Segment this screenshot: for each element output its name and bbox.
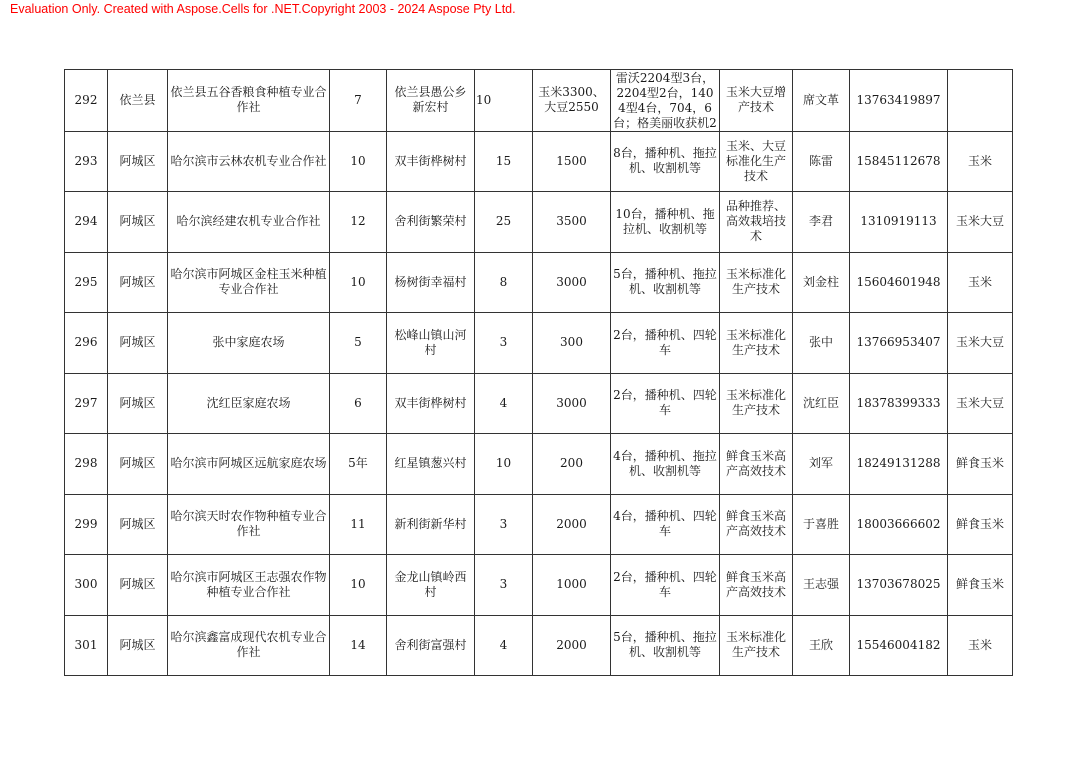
crop-cell: 玉米大豆 (948, 313, 1013, 374)
evaluation-watermark: Evaluation Only. Created with Aspose.Cells for .NET.Copyright 2003 - 2024 Aspose Pty Ltd. (10, 2, 516, 16)
organization-name-cell: 哈尔滨市阿城区王志强农作物种植专业合作社 (168, 555, 330, 616)
crop-cell: 玉米 (948, 615, 1013, 676)
crop-cell: 鲜食玉米 (948, 555, 1013, 616)
members-cell: 10 (330, 131, 387, 192)
technology-cell: 玉米标准化生产技术 (720, 313, 793, 374)
organization-name-cell: 哈尔滨市云林农机专业合作社 (168, 131, 330, 192)
area-cell: 3 (475, 555, 533, 616)
crop-cell: 鲜食玉米 (948, 434, 1013, 495)
area-cell: 10 (475, 434, 533, 495)
area-cell: 25 (475, 192, 533, 253)
output-cell: 3000 (533, 373, 611, 434)
row-number-cell: 297 (65, 373, 108, 434)
table-row (65, 373, 1013, 434)
organization-name-cell: 张中家庭农场 (168, 313, 330, 374)
area-cell: 4 (475, 615, 533, 676)
contact-person-cell: 李君 (793, 192, 850, 253)
machinery-cell: 5台，播种机、拖拉机、收割机等 (611, 252, 720, 313)
output-cell: 1000 (533, 555, 611, 616)
location-cell: 新利街新华村 (387, 494, 475, 555)
organization-name-cell: 哈尔滨经建农机专业合作社 (168, 192, 330, 253)
technology-cell: 玉米标准化生产技术 (720, 252, 793, 313)
machinery-cell: 2台，播种机、四轮车 (611, 555, 720, 616)
phone-cell: 18378399333 (850, 373, 948, 434)
location-cell: 双丰街桦树村 (387, 131, 475, 192)
row-number-cell: 293 (65, 131, 108, 192)
machinery-cell (611, 70, 720, 132)
table-row (65, 615, 1013, 676)
phone-cell: 13703678025 (850, 555, 948, 616)
technology-cell: 玉米标准化生产技术 (720, 373, 793, 434)
contact-person-cell: 张中 (793, 313, 850, 374)
output-cell: 玉米3300、大豆2550 (533, 70, 611, 132)
organization-name-cell: 沈红臣家庭农场 (168, 373, 330, 434)
technology-cell: 鲜食玉米高产高效技术 (720, 434, 793, 495)
phone-cell: 13763419897 (850, 70, 948, 132)
machinery-cell: 10台，播种机、拖拉机、收割机等 (611, 192, 720, 253)
area-cell: 3 (475, 494, 533, 555)
area-cell: 8 (475, 252, 533, 313)
crop-cell: 玉米大豆 (948, 373, 1013, 434)
organization-name-cell: 哈尔滨鑫富成现代农机专业合作社 (168, 615, 330, 676)
organization-name-cell: 哈尔滨天时农作物种植专业合作社 (168, 494, 330, 555)
area-cell: 15 (475, 131, 533, 192)
output-cell: 3000 (533, 252, 611, 313)
machinery-cell: 4台，播种机、四轮车 (611, 494, 720, 555)
machinery-text: 雷沃2204型3台，2204型2台，1404型4台，704，6台；格美丽收获机2 (613, 71, 717, 130)
technology-cell: 玉米标准化生产技术 (720, 615, 793, 676)
table-row (65, 555, 1013, 616)
machinery-cell: 5台，播种机、拖拉机、收割机等 (611, 615, 720, 676)
district-cell: 阿城区 (108, 434, 168, 495)
district-cell: 阿城区 (108, 494, 168, 555)
members-cell: 14 (330, 615, 387, 676)
table-row (65, 192, 1013, 253)
technology-cell: 玉米大豆增产技术 (720, 70, 793, 132)
members-cell: 12 (330, 192, 387, 253)
contact-person-cell: 沈红臣 (793, 373, 850, 434)
crop-cell: 玉米大豆 (948, 192, 1013, 253)
row-number-cell: 292 (65, 70, 108, 132)
phone-cell: 1310919113 (850, 192, 948, 253)
table-row (65, 131, 1013, 192)
organization-name-cell: 哈尔滨市阿城区金柱玉米种植专业合作社 (168, 252, 330, 313)
table-row (65, 434, 1013, 495)
members-cell: 6 (330, 373, 387, 434)
machinery-cell: 2台，播种机、四轮车 (611, 313, 720, 374)
district-cell: 依兰县 (108, 70, 168, 132)
location-cell: 舍利街富强村 (387, 615, 475, 676)
members-cell: 10 (330, 252, 387, 313)
output-cell: 1500 (533, 131, 611, 192)
crop-cell: 玉米 (948, 252, 1013, 313)
output-cell: 300 (533, 313, 611, 374)
contact-person-cell: 刘金柱 (793, 252, 850, 313)
machinery-cell: 4台，播种机、拖拉机、收割机等 (611, 434, 720, 495)
district-cell: 阿城区 (108, 555, 168, 616)
technology-cell: 玉米、大豆标准化生产技术 (720, 131, 793, 192)
location-cell: 杨树街幸福村 (387, 252, 475, 313)
location-cell: 红星镇葱兴村 (387, 434, 475, 495)
members-cell: 5 (330, 313, 387, 374)
crop-cell: 鲜食玉米 (948, 494, 1013, 555)
contact-person-cell: 刘军 (793, 434, 850, 495)
technology-cell: 鲜食玉米高产高效技术 (720, 494, 793, 555)
row-number-cell: 301 (65, 615, 108, 676)
contact-person-cell: 陈雷 (793, 131, 850, 192)
machinery-cell: 2台，播种机、四轮车 (611, 373, 720, 434)
crop-cell (948, 70, 1013, 132)
district-cell: 阿城区 (108, 192, 168, 253)
phone-cell: 18003666602 (850, 494, 948, 555)
phone-cell: 13766953407 (850, 313, 948, 374)
district-cell: 阿城区 (108, 373, 168, 434)
area-cell: 3 (475, 313, 533, 374)
location-cell: 双丰街桦树村 (387, 373, 475, 434)
members-cell: 5年 (330, 434, 387, 495)
members-cell: 10 (330, 555, 387, 616)
phone-cell: 18249131288 (850, 434, 948, 495)
phone-cell: 15604601948 (850, 252, 948, 313)
area-cell: 4 (475, 373, 533, 434)
location-cell: 舍利街繁荣村 (387, 192, 475, 253)
row-number-cell: 300 (65, 555, 108, 616)
table-body (65, 70, 1013, 676)
district-cell: 阿城区 (108, 615, 168, 676)
table-row (65, 494, 1013, 555)
members-cell: 7 (330, 70, 387, 132)
contact-person-cell: 于喜胜 (793, 494, 850, 555)
district-cell: 阿城区 (108, 252, 168, 313)
technology-cell: 鲜食玉米高产高效技术 (720, 555, 793, 616)
contact-person-cell: 王欣 (793, 615, 850, 676)
row-number-cell: 294 (65, 192, 108, 253)
row-number-cell: 295 (65, 252, 108, 313)
organization-name-cell: 哈尔滨市阿城区远航家庭农场 (168, 434, 330, 495)
phone-cell: 15546004182 (850, 615, 948, 676)
output-cell: 2000 (533, 615, 611, 676)
crop-cell: 玉米 (948, 131, 1013, 192)
technology-cell: 品种推荐、高效栽培技术 (720, 192, 793, 253)
table-row (65, 70, 1013, 132)
row-number-cell: 299 (65, 494, 108, 555)
phone-cell: 15845112678 (850, 131, 948, 192)
contact-person-cell: 王志强 (793, 555, 850, 616)
table-row (65, 252, 1013, 313)
contact-person-cell: 席文革 (793, 70, 850, 132)
row-number-cell: 296 (65, 313, 108, 374)
output-cell: 2000 (533, 494, 611, 555)
area-cell: 10 (475, 70, 533, 132)
location-cell: 松峰山镇山河村 (387, 313, 475, 374)
machinery-cell: 8台，播种机、拖拉机、收割机等 (611, 131, 720, 192)
output-cell: 3500 (533, 192, 611, 253)
table-row (65, 313, 1013, 374)
cooperatives-table (64, 69, 1013, 676)
location-cell: 金龙山镇岭西村 (387, 555, 475, 616)
row-number-cell: 298 (65, 434, 108, 495)
district-cell: 阿城区 (108, 131, 168, 192)
output-cell: 200 (533, 434, 611, 495)
members-cell: 11 (330, 494, 387, 555)
location-cell: 依兰县愚公乡新宏村 (387, 70, 475, 132)
organization-name-cell: 依兰县五谷香粮食种植专业合作社 (168, 70, 330, 132)
district-cell: 阿城区 (108, 313, 168, 374)
